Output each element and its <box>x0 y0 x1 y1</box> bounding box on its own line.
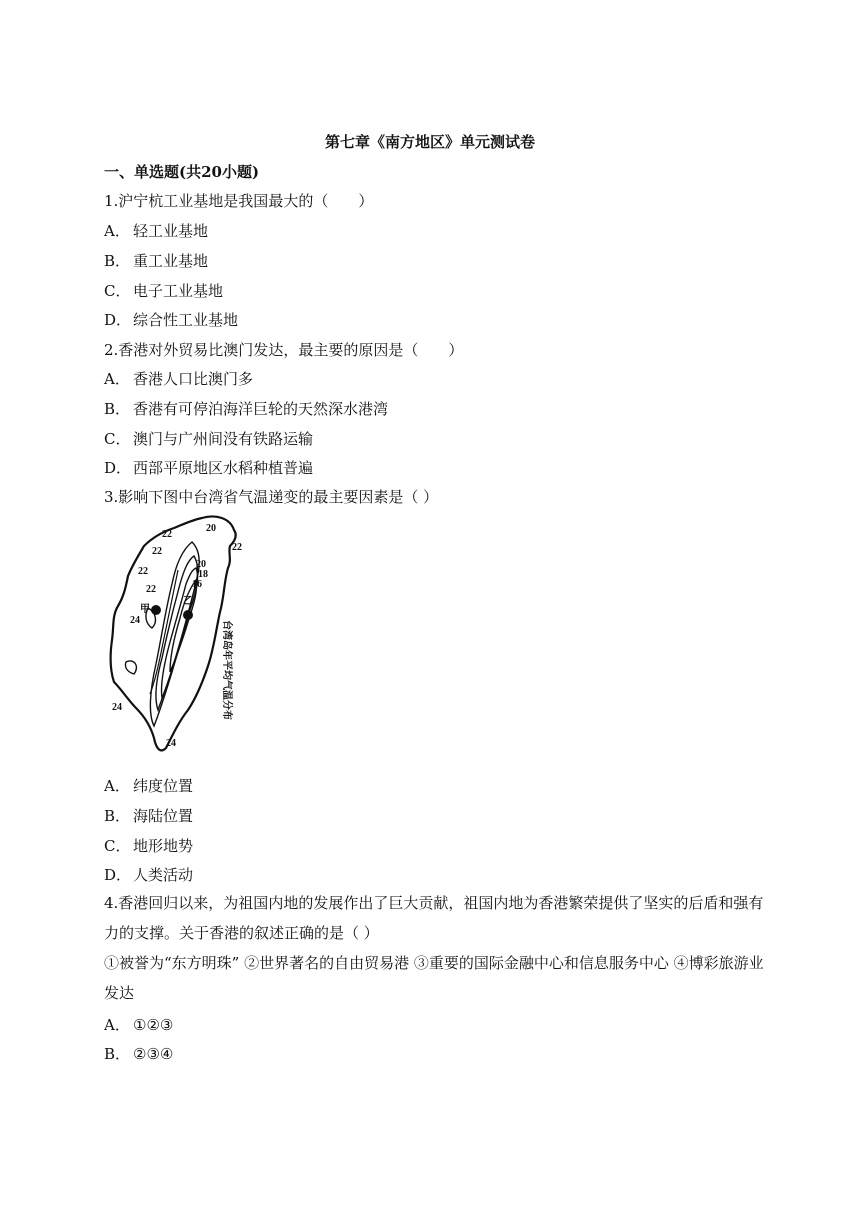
question-1-stem: 1.沪宁杭工业基地是我国最大的（ ） <box>104 192 374 210</box>
question-4-option-b[interactable] <box>104 1043 173 1064</box>
isotherm-label: 20 <box>196 559 206 570</box>
question-3-stem: 3.影响下图中台湾省气温递变的最主要因素是（ ） <box>104 488 439 506</box>
option-letter: A． <box>104 777 130 795</box>
option-letter: C． <box>104 282 131 300</box>
question-3-option-d[interactable] <box>104 864 193 885</box>
island-outline <box>111 517 236 751</box>
question-3-option-b[interactable] <box>104 805 193 826</box>
option-text: 电子工业基地 <box>133 282 224 300</box>
option-letter: D． <box>104 459 132 477</box>
isotherm-label: 20 <box>206 523 216 534</box>
isotherm-label: 22 <box>162 529 172 540</box>
isotherm-22 <box>150 542 199 726</box>
option-text: 香港有可停泊海洋巨轮的天然深水港湾 <box>133 400 389 418</box>
option-text: 轻工业基地 <box>133 222 209 240</box>
isotherm-label: 24 <box>130 615 140 626</box>
option-letter: D． <box>104 866 132 884</box>
question-4-option-a[interactable] <box>104 1014 173 1035</box>
option-letter: B． <box>104 1045 131 1063</box>
isotherm-label: 18 <box>198 569 208 580</box>
isotherm-label: 22 <box>232 542 242 553</box>
coastal-detail-2 <box>125 661 136 674</box>
page-title: 第七章《南方地区》单元测试卷 <box>324 133 535 151</box>
isotherm-label: 16 <box>192 579 202 590</box>
option-text: 香港人口比澳门多 <box>133 370 254 388</box>
question-1-option-d[interactable] <box>104 309 238 330</box>
point-jia-marker <box>151 605 161 615</box>
map-caption: 台湾岛年平均气温分布 <box>221 620 232 720</box>
option-text: 人类活动 <box>133 866 194 884</box>
question-2-option-b[interactable] <box>104 398 388 419</box>
option-text: ②③④ <box>133 1045 174 1063</box>
question-2-option-a[interactable] <box>104 368 253 389</box>
isotherm-label: 24 <box>112 702 122 713</box>
isotherm-label: 22 <box>146 584 156 595</box>
question-2-stem: 2.香港对外贸易比澳门发达，最主要的原因是（ ） <box>104 341 464 359</box>
question-4-statements: ①被誉为“东方明珠” ②世界著名的自由贸易港 ③重要的国际金融中心和信息服务中心 ④博彩旅游业发达 <box>104 954 764 1002</box>
option-letter: A． <box>104 222 130 240</box>
section-heading: 一、单选题(共20小题) <box>104 163 260 181</box>
option-letter: B． <box>104 807 131 825</box>
question-1-option-c[interactable] <box>104 280 223 301</box>
question-1-option-b[interactable] <box>104 250 208 271</box>
option-letter: B． <box>104 400 131 418</box>
question-2-option-d[interactable] <box>104 457 313 478</box>
option-text: 综合性工业基地 <box>133 311 239 329</box>
isotherm-label: 24 <box>166 738 176 749</box>
question-3-option-c[interactable] <box>104 835 193 856</box>
option-text: 地形地势 <box>133 837 194 855</box>
option-letter: C． <box>104 430 131 448</box>
option-text: 西部平原地区水稻种植普遍 <box>133 459 314 477</box>
option-text: 重工业基地 <box>133 252 209 270</box>
option-letter: A． <box>104 370 130 388</box>
question-4-stem: 4.香港回归以来，为祖国内地的发展作出了巨大贡献，祖国内地为香港繁荣提供了坚实的后盾和强有力的支撑。关于香港的叙述正确的是（ ） <box>104 894 764 942</box>
taiwan-temperature-map <box>104 512 254 762</box>
option-text: ①②③ <box>133 1016 174 1034</box>
question-1-option-a[interactable] <box>104 220 208 241</box>
point-yi-marker <box>183 610 193 620</box>
option-letter: A． <box>104 1016 130 1034</box>
question-3-option-a[interactable] <box>104 775 193 796</box>
option-text: 澳门与广州间没有铁路运输 <box>133 430 314 448</box>
question-2-option-c[interactable] <box>104 428 313 449</box>
option-letter: B． <box>104 252 131 270</box>
option-letter: D． <box>104 311 132 329</box>
option-text: 海陆位置 <box>133 807 194 825</box>
taiwan-map-figure <box>104 512 254 762</box>
isotherm-label: 22 <box>138 566 148 577</box>
point-jia-label: 甲 <box>140 604 150 615</box>
isotherm-label: 22 <box>152 546 162 557</box>
point-yi-label: 乙 <box>183 596 193 607</box>
option-text: 纬度位置 <box>133 777 194 795</box>
option-letter: C． <box>104 837 131 855</box>
